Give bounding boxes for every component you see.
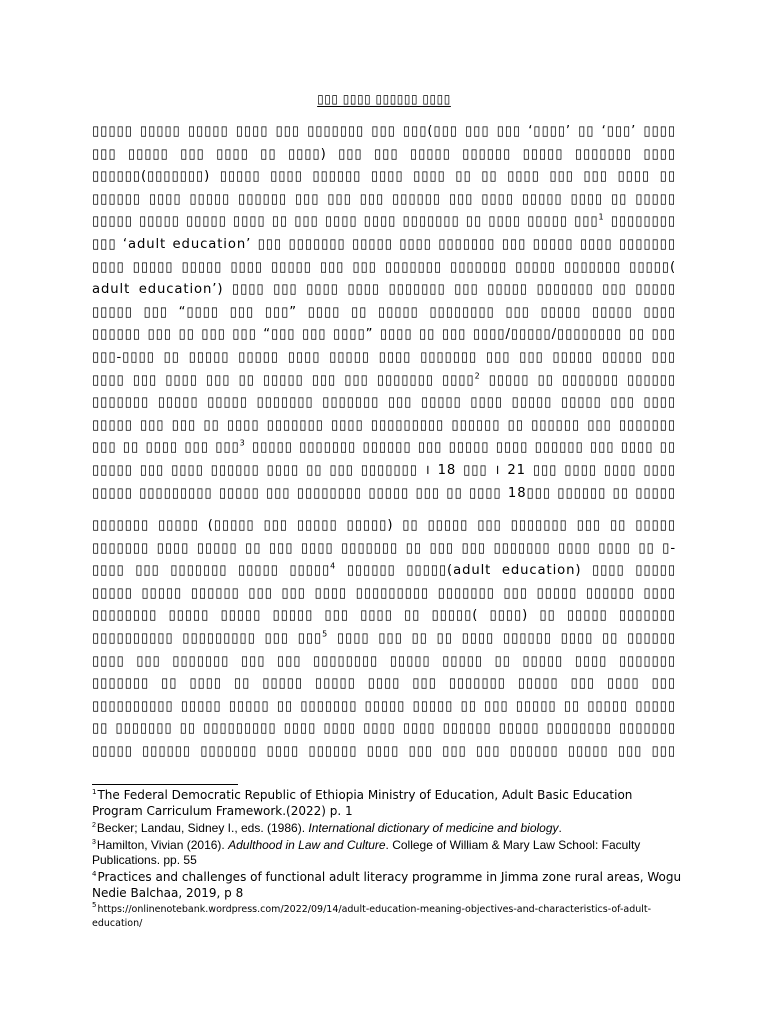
footnote-text: Hamilton, Vivian (2016). bbox=[96, 837, 229, 852]
footnote-text-end: . bbox=[558, 820, 562, 835]
footnote-link[interactable]: https://onlinenotebank.wordpress.com/2022/09/14/adult-education-meaning-objectives-and-characteristics-of-adult-education/ bbox=[92, 903, 652, 929]
footnote-mark: 1 bbox=[92, 788, 97, 796]
footnote-mark: 3 bbox=[92, 838, 96, 846]
footnote-mark: 5 bbox=[92, 901, 97, 910]
footnote-1 bbox=[92, 788, 682, 819]
paragraph-1-text-d: ▯▯▯▯▯ ▯▯▯▯▯▯▯ ▯▯▯▯▯▯ ▯▯▯ ▯▯▯▯▯ ▯▯▯▯ ▯▯▯▯▯▯ ▯▯▯ ▯▯▯▯ ▯▯ ▯▯▯▯▯ ▯▯▯ ▯▯▯▯ ▯▯▯▯▯▯ ▯▯▯▯ ▯▯ ▯▯▯ ▯▯▯▯▯▯▯ । 18 ▯▯▯ । 21 ▯▯▯ ▯▯▯▯ ▯▯▯▯ ▯▯▯▯ ▯▯▯▯▯ ▯▯▯▯▯▯▯▯▯ ▯▯▯▯▯ ▯▯▯ ▯▯▯▯▯▯▯▯ ▯▯▯▯▯ ▯▯▯ ▯▯ ▯▯▯▯ 18▯▯▯ ▯▯▯▯▯▯ ▯▯ ▯▯▯▯▯ bbox=[92, 440, 676, 501]
footnote-mark: 2 bbox=[92, 821, 96, 829]
footnote-4 bbox=[92, 870, 682, 901]
footnote-ref-1[interactable]: 1 bbox=[598, 212, 605, 222]
paragraph-1-text-a: ▯▯▯▯▯ ▯▯▯▯▯ ▯▯▯▯▯ ▯▯▯▯ ▯▯▯ ▯▯▯▯▯▯▯ ▯▯▯ ▯▯▯(▯▯▯ ▯▯▯ ▯▯▯ ‘▯▯▯▯’ ▯▯ ‘▯▯▯’ ▯▯▯▯ ▯▯▯ ▯▯▯▯▯ ▯▯▯ ▯▯▯▯ ▯▯ ▯▯▯▯) ▯▯▯ ▯▯▯ ▯▯▯▯▯ ▯▯▯▯▯▯ ▯▯▯▯▯ ▯▯▯▯▯▯▯ ▯▯▯▯ ▯▯▯▯▯▯(▯▯▯▯▯▯▯) ▯▯▯▯▯ ▯▯▯▯ ▯▯▯▯▯▯ ▯▯▯▯ ▯▯▯▯ ▯▯ ▯▯ ▯▯▯▯ ▯▯▯ ▯▯▯ ▯▯▯▯ ▯▯ ▯▯▯▯▯▯ ▯▯▯▯ ▯▯▯▯▯ ▯▯▯▯▯▯ ▯▯▯ ▯▯▯ ▯▯▯ ▯▯▯▯▯▯ ▯▯▯ ▯▯▯▯ ▯▯▯▯▯ ▯▯▯▯ ▯▯ ▯▯▯▯▯ ▯▯▯▯▯ ▯▯▯▯▯ ▯▯▯▯▯ ▯▯▯▯ ▯▯ ▯▯▯ ▯▯▯▯ ▯▯▯▯ ▯▯▯▯▯▯▯ ▯▯ ▯▯▯▯ ▯▯▯▯▯ ▯▯▯ bbox=[92, 124, 676, 230]
footnote-ref-3[interactable]: 3 bbox=[239, 438, 246, 448]
paragraph-1-text-c: ▯▯▯▯▯ ▯▯ ▯▯▯▯▯▯▯ ▯▯▯▯▯▯ ▯▯▯▯▯▯▯ ▯▯▯▯▯ ▯▯▯▯▯ ▯▯▯▯▯▯▯ ▯▯▯▯▯▯▯ ▯▯▯ ▯▯▯▯▯ ▯▯▯▯ ▯▯▯▯▯ ▯▯▯▯▯ ▯▯▯ ▯▯▯▯ ▯▯▯▯▯ ▯▯▯ ▯▯▯ ▯▯ ▯▯▯▯ ▯▯▯▯▯▯▯ ▯▯▯▯ ▯▯▯▯▯▯▯▯▯ ▯▯▯▯▯▯ ▯▯ ▯▯▯▯▯▯ ▯▯▯ ▯▯▯▯▯▯▯ ▯▯▯ ▯▯ ▯▯▯▯ ▯▯▯ ▯▯▯ bbox=[92, 372, 676, 456]
footnote-2 bbox=[92, 821, 682, 837]
footnote-5 bbox=[92, 903, 682, 931]
page-title: ▯▯▯ ▯▯▯▯ ▯▯▯▯▯▯ ▯▯▯▯ bbox=[317, 92, 451, 106]
paragraph-2-text-a: ▯▯▯▯▯▯▯ ▯▯▯▯▯ (▯▯▯▯▯ ▯▯▯ ▯▯▯▯▯ ▯▯▯▯▯) ▯▯ ▯▯▯▯▯ ▯▯▯ ▯▯▯▯▯▯▯ ▯▯▯ ▯▯ ▯▯▯▯▯ ▯▯▯▯▯▯▯ ▯▯▯▯ ▯▯▯▯▯ ▯▯ ▯▯▯ ▯▯▯▯ ▯▯▯▯▯▯▯ ▯▯ ▯▯▯ ▯▯▯ ▯▯▯▯▯▯▯ ▯▯▯▯ ▯▯▯▯ ▯▯ ▯-▯▯▯▯ ▯▯▯ ▯▯▯▯▯▯▯ ▯▯▯▯▯ ▯▯▯▯▯ bbox=[92, 518, 676, 579]
footnote-title: International dictionary of medicine and biology bbox=[308, 820, 559, 835]
footnote-separator bbox=[92, 784, 238, 785]
footnotes-section bbox=[92, 788, 682, 932]
footnote-text: Practices and challenges of functional adult literacy programme in Jimma zone rural areas, Wogu Nedie Balchaa, 2019, p 8 bbox=[92, 870, 682, 900]
footnote-text-end: . College of William & Mary Law School: Faculty Publications. pp. 55 bbox=[92, 837, 641, 867]
body-paragraph-1 bbox=[92, 121, 676, 507]
footnote-ref-5[interactable]: 5 bbox=[322, 629, 329, 639]
paragraph-2-text-c: ▯▯▯▯ ▯▯▯ ▯▯ ▯▯ ▯▯▯▯ ▯▯▯▯▯▯ ▯▯▯▯ ▯▯ ▯▯▯▯▯▯ ▯▯▯▯ ▯▯▯ ▯▯▯▯▯▯▯ ▯▯▯ ▯▯▯ ▯▯▯▯▯▯▯▯ ▯▯▯▯▯ ▯▯▯▯▯ ▯▯ ▯▯▯▯▯ ▯▯▯▯ ▯▯▯▯▯▯▯ ▯▯▯▯▯▯▯ ▯▯ ▯▯▯▯ ▯▯ ▯▯▯▯▯ ▯▯▯▯▯ ▯▯▯▯ ▯▯▯ ▯▯▯▯▯▯▯ ▯▯▯▯▯ ▯▯▯ ▯▯▯▯ ▯▯▯ ▯▯▯▯▯▯▯▯▯▯ ▯▯▯▯▯ ▯▯▯▯▯ ▯▯ ▯▯▯▯▯▯▯ ▯▯▯▯▯ ▯▯▯▯▯ ▯▯ ▯▯▯ ▯▯▯▯▯ ▯▯ ▯▯▯▯▯ ▯▯▯▯▯ ▯▯ ▯▯▯▯▯▯▯ ▯▯ ▯▯▯▯▯▯▯▯▯ ▯▯▯▯ ▯▯▯▯ ▯▯▯▯ ▯▯▯▯ ▯▯▯▯▯▯ ▯▯▯▯▯ ▯▯▯▯▯▯▯▯ ▯▯▯▯▯▯▯ ▯▯▯▯▯ ▯▯▯▯▯▯ ▯▯▯▯▯▯▯ ▯▯▯▯ ▯▯▯▯▯▯ ▯▯▯▯ ▯▯▯ ▯▯▯ ▯▯▯ ▯▯▯▯▯▯ ▯▯▯▯▯ ▯▯▯ ▯▯▯ bbox=[92, 630, 676, 759]
footnote-ref-2[interactable]: 2 bbox=[474, 371, 481, 381]
footnote-text: Becker; Landau, Sidney I., eds. (1986). bbox=[96, 820, 309, 835]
body-paragraph-2 bbox=[92, 515, 676, 767]
paragraph-1-text-b: ▯▯▯▯▯▯▯▯ ▯▯▯ ‘adult education’ ▯▯▯ ▯▯▯▯▯▯▯ ▯▯▯▯▯ ▯▯▯▯ ▯▯▯▯▯▯▯ ▯▯▯ ▯▯▯▯▯ ▯▯▯▯ ▯▯▯▯▯▯▯ ▯▯▯▯ ▯▯▯▯▯ ▯▯▯▯▯ ▯▯▯▯ ▯▯▯▯▯ ▯▯▯ ▯▯▯ ▯▯▯▯▯▯▯ ▯▯▯▯▯▯▯ ▯▯▯▯▯ ▯▯▯▯▯▯▯ ▯▯▯▯▯( adult education’) ▯▯▯▯ ▯▯▯ ▯▯▯▯ ▯▯▯▯ ▯▯▯▯▯▯▯ ▯▯▯ ▯▯▯▯▯ ▯▯▯▯▯▯▯ ▯▯▯ ▯▯▯▯▯ ▯▯▯▯▯ ▯▯▯ “▯▯▯▯ ▯▯▯ ▯▯▯” ▯▯▯▯ ▯▯ ▯▯▯▯▯ ▯▯▯▯▯▯▯▯ ▯▯▯ ▯▯▯▯▯ ▯▯▯▯▯ ▯▯▯▯ ▯▯▯▯▯▯ ▯▯▯ ▯▯ ▯▯▯ ▯▯▯ “▯▯▯ ▯▯▯ ▯▯▯▯” ▯▯▯▯ ▯▯ ▯▯▯ ▯▯▯▯/▯▯▯▯▯/▯▯▯▯▯▯▯▯ ▯▯ ▯▯▯ ▯▯▯-▯▯▯▯ ▯▯ ▯▯▯▯▯ ▯▯▯▯▯ ▯▯▯▯ ▯▯▯▯▯ ▯▯▯▯ ▯▯▯▯▯▯▯ ▯▯▯ ▯▯▯ ▯▯▯▯▯ ▯▯▯▯▯ ▯▯▯ ▯▯▯▯ ▯▯▯ ▯▯▯▯ ▯▯▯ ▯▯ ▯▯▯▯▯ ▯▯▯ ▯▯▯ ▯▯▯▯▯▯▯ ▯▯▯▯ bbox=[92, 214, 676, 388]
footnote-ref-4[interactable]: 4 bbox=[330, 561, 337, 571]
footnote-3 bbox=[92, 838, 682, 869]
paragraph-2-text-b: ▯▯▯▯▯▯ ▯▯▯▯▯(adult education) ▯▯▯▯ ▯▯▯▯▯ ▯▯▯▯▯ ▯▯▯▯▯ ▯▯▯▯▯▯ ▯▯▯ ▯▯▯ ▯▯▯▯ ▯▯▯▯▯▯▯▯▯ ▯▯▯▯▯▯▯ ▯▯▯ ▯▯▯▯▯ ▯▯▯▯▯▯ ▯▯▯▯ ▯▯▯▯▯▯▯▯ ▯▯▯▯▯ ▯▯▯▯▯ ▯▯▯▯▯ ▯▯▯ ▯▯▯▯ ▯▯ ▯▯▯▯▯( ▯▯▯▯) ▯▯ ▯▯▯▯▯ ▯▯▯▯▯▯▯ ▯▯▯▯▯▯▯▯▯▯ ▯▯▯▯▯▯▯▯▯ ▯▯▯ ▯▯▯ bbox=[92, 563, 676, 646]
footnote-mark: 4 bbox=[92, 870, 97, 878]
footnote-title: Adulthood in Law and Culture bbox=[228, 837, 386, 852]
footnote-text: The Federal Democratic Republic of Ethiopia Ministry of Education, Adult Basic Education Program Carriculum Framework.(2022) p. 1 bbox=[92, 788, 633, 818]
